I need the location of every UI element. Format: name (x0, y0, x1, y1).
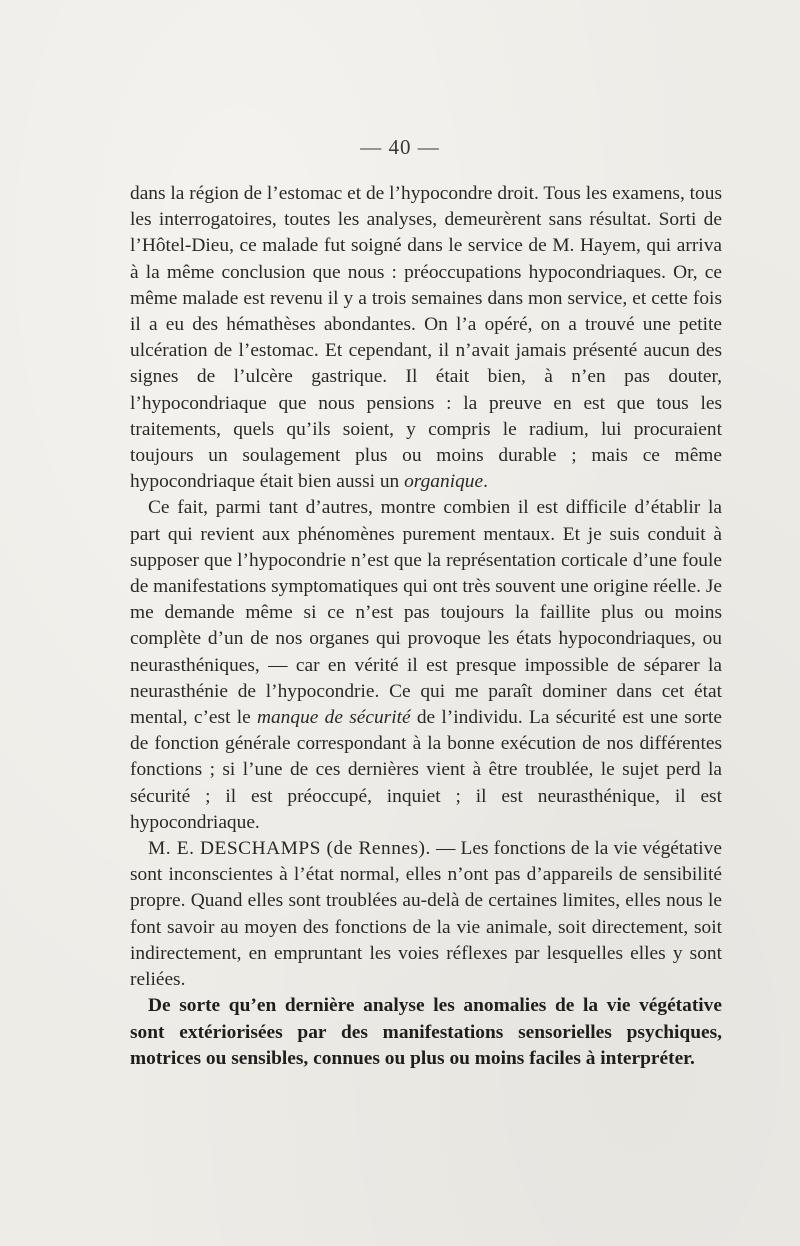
paragraph-2-end: de l’individu. La sécurité est une sorte de fonction générale correspondant à la bonne exécution de nos différentes fonctions ; si l’une de ces dernières vient à être troublée, le sujet perd la sécurité ; il est préoccupé, inquiet ; il est neurasthénique, il est hypocondriaque. (130, 707, 722, 833)
paragraph-1-end: . (483, 471, 488, 493)
body-text (130, 181, 722, 1072)
paragraph-2 (130, 495, 722, 836)
paragraph-3-text: — Les fonctions de la vie végétative sont inconscientes à l’état normal, elles n’ont pas d’appareils de sensibilité propre. Quand elles sont troublées au-delà de certaines limites, elles nous le font savoir au moyen des fonctions de la vie animale, soit directement, soit indirectement, en empruntant les voies réflexes par lesquelles elles y sont reliées. (130, 838, 722, 991)
paragraph-2-italic: manque de sécurité (256, 707, 411, 729)
paragraph-1-text: dans la région de l’estomac et de l’hypocondre droit. Tous les examens, tous les interrogatoires, toutes les analyses, demeurèrent sans résultat. Sorti de l’Hôtel-Dieu, ce malade fut soigné dans le service de M. Hayem, qui arriva à la même conclusion que nous : préoccupations hypocondriaques. Or, ce même malade est revenu il y a trois semaines dans mon service, et cette fois il a eu des hémathèses abondantes. On l’a opéré, on a trouvé une petite ulcération de l’estomac. Et cependant, il n’avait jamais présenté aucun des signes de l’ulcère gastrique. Il était bien, à n’en pas douter, l’hypocondriaque que nous pensions : la preuve en est que tous les traitements, quels qu’ils soient, y compris le radium, lui procuraient toujours un soulagement plus ou moins durable ; mais ce même hypocondriaque était bien aussi un (130, 183, 722, 493)
paragraph-4: De sorte qu’en dernière analyse les anomalies de la vie végétative sont extériorisées par des manifestations sensorielles psychiques, motrices ou sensibles, connues ou plus ou moins faciles à interpréter. (130, 995, 722, 1069)
paragraph-1 (130, 181, 722, 495)
paragraph-3 (130, 836, 722, 993)
page-number: — 40 — (360, 135, 440, 159)
paragraph-1-italic: organique (404, 471, 484, 493)
speaker-name: M. E. DESCHAMPS (de Rennes). (148, 838, 431, 860)
paragraph-2-text: Ce fait, parmi tant d’autres, montre combien il est difficile d’établir la part qui revient aux phénomènes purement mentaux. Et je suis conduit à supposer que l’hypocondrie n’est que la représentation corticale d’une foule de manifestations symptomatiques qui ont très souvent une origine réelle. Je me demande même si ce n’est pas toujours la faillite plus ou moins complète d’un de nos organes qui provoque les états hypocondriaques, ou neurasthéniques, — car en vérité il est presque impossible de séparer la neurasthénie de l’hypocondrie. Ce qui me paraît dominer dans cet état mental, c’est le (130, 497, 722, 729)
